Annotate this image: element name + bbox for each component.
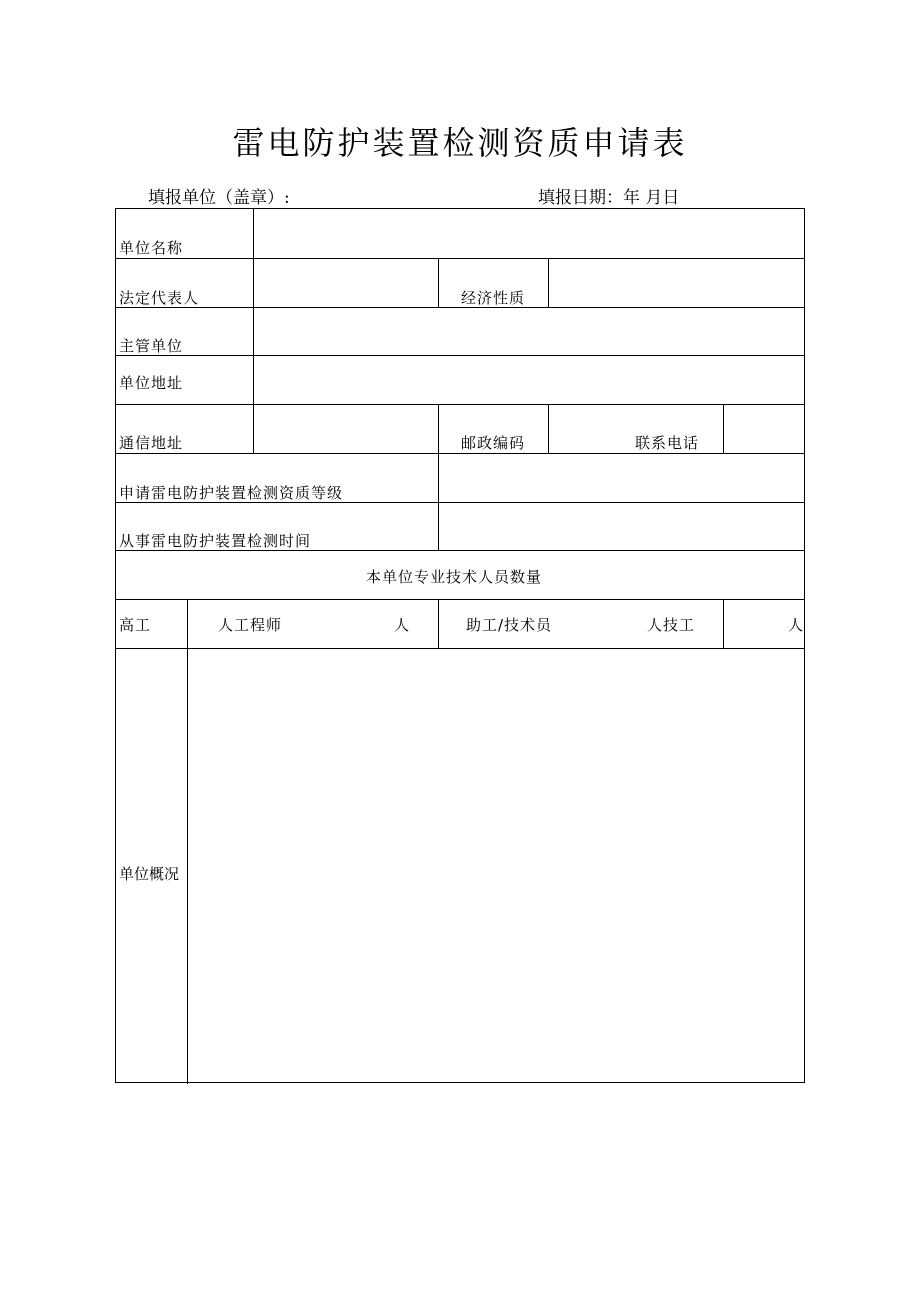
label-legal-rep: 法定代表人 [119, 289, 200, 307]
label-econ-nature: 经济性质 [461, 289, 526, 307]
label-unit-overview: 单位概况 [119, 865, 180, 883]
mail-address-field[interactable] [254, 405, 437, 452]
page-title: 雷电防护装置检测资质申请表 [232, 124, 688, 162]
row-divider [116, 404, 804, 405]
label-supervisor: 主管单位 [119, 337, 184, 355]
label-apply-level: 申请雷电防护装置检测资质等级 [119, 484, 344, 502]
overview-field[interactable] [188, 649, 803, 1082]
label-phone: 联系电话 [635, 434, 700, 452]
apply-level-field[interactable] [439, 454, 803, 501]
application-form-table [115, 208, 805, 1083]
label-unit-name: 单位名称 [119, 239, 184, 257]
unit-address-field[interactable] [254, 356, 803, 403]
label-person-unit: 人 [394, 616, 411, 634]
label-unit-address: 单位地址 [119, 374, 184, 392]
label-senior-engineer: 高工 [119, 616, 152, 634]
label-technician: 人技工 [647, 616, 696, 634]
reporting-date-label: 填报日期：年 月日 [538, 188, 680, 208]
row-divider [116, 599, 804, 600]
work-time-field[interactable] [439, 503, 803, 549]
supervisor-field[interactable] [254, 308, 803, 354]
unit-name-field[interactable] [254, 210, 803, 257]
label-work-time: 从事雷电防护装置检测时间 [119, 532, 312, 550]
postcode-field[interactable] [549, 405, 629, 452]
legal-rep-field[interactable] [254, 259, 437, 306]
label-assistant: 助工/技术员 [466, 616, 553, 634]
label-person-unit: 人 [788, 616, 805, 634]
phone-field[interactable] [724, 405, 803, 452]
col-divider [723, 599, 724, 648]
label-engineer: 人工程师 [218, 616, 283, 634]
label-staff-count-title: 本单位专业技术人员数量 [366, 568, 543, 586]
label-mail-address: 通信地址 [119, 434, 184, 452]
label-postcode: 邮政编码 [461, 434, 526, 452]
col-divider [438, 258, 439, 307]
reporting-unit-label: 填报单位（盖章）: [148, 188, 290, 208]
col-divider [438, 599, 439, 648]
econ-nature-field[interactable] [549, 259, 803, 306]
col-divider [438, 404, 439, 453]
